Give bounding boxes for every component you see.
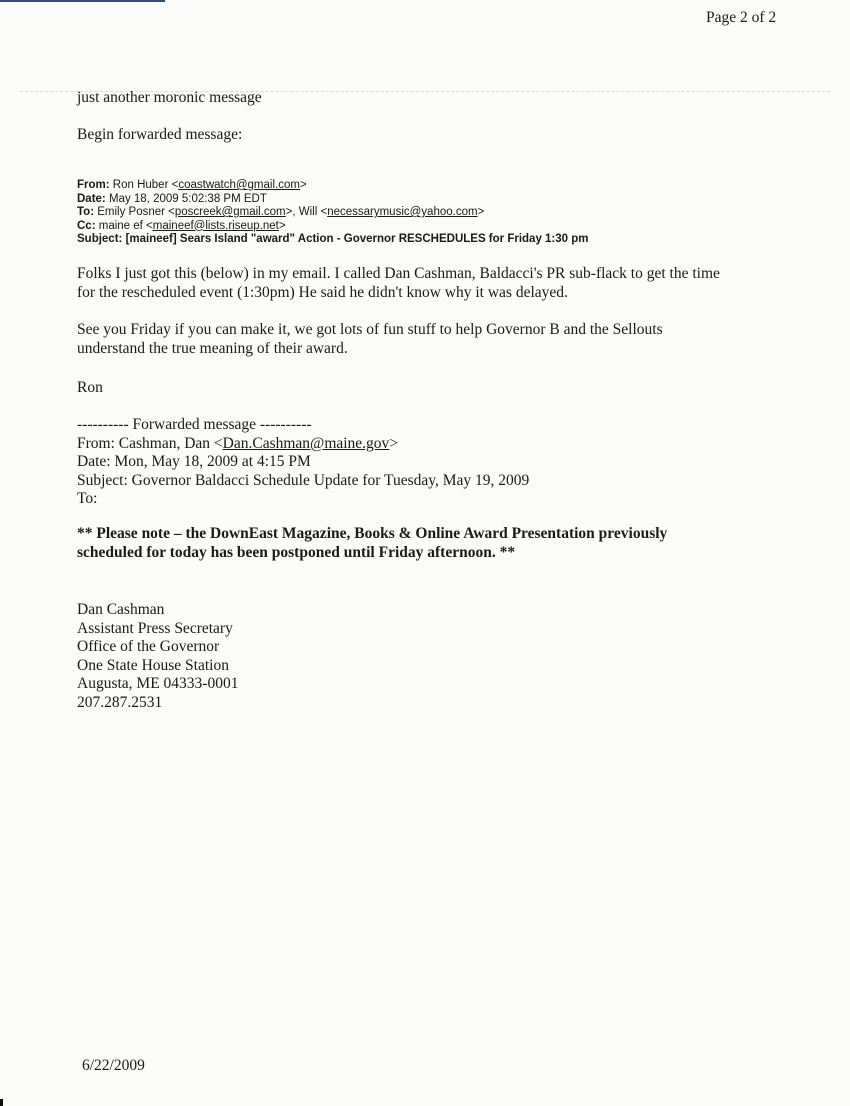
forward-to: To:: [77, 490, 98, 507]
forward-intro: Begin forwarded message:: [77, 126, 243, 143]
to-email-link-2[interactable]: necessarymusic@yahoo.com: [327, 206, 478, 218]
header-from: From: Ron Huber <coastwatch@gmail.com>: [77, 179, 307, 191]
forward-from-email-link[interactable]: Dan.Cashman@maine.gov: [222, 434, 390, 452]
signature-address: One State House Station: [77, 656, 229, 674]
signature-phone: 207.287.2531: [77, 693, 163, 711]
signature-office: Office of the Governor: [77, 638, 220, 655]
from-email-link[interactable]: coastwatch@gmail.com: [178, 179, 300, 191]
header-cc: Cc: maine ef <maineef@lists.riseup.net>: [77, 219, 286, 232]
body-paragraph-2: See you Friday if you can make it, we got lots of fun stuff to help Governor B and the Sellouts understand the true meaning of their award.: [77, 321, 663, 357]
page-number: Page 2 of 2: [706, 9, 777, 26]
footer-date: 6/22/2009: [82, 1057, 145, 1074]
forward-from: From: Cashman, Dan <Dan.Cashman@maine.gov>: [77, 434, 399, 452]
email-header: [77, 179, 589, 247]
scan-corner-mark: [0, 1099, 3, 1106]
signature-title: Assistant Press Secretary: [77, 619, 233, 637]
forward-subject: Subject: Governor Baldacci Schedule Update for Tuesday, May 19, 2009: [77, 471, 530, 489]
header-date: Date: May 18, 2009 5:02:38 PM EDT: [77, 192, 267, 205]
signature-name: Dan Cashman: [77, 601, 165, 618]
cc-email-link[interactable]: maineef@lists.riseup.net: [152, 219, 279, 232]
header-to: To: Emily Posner <poscreek@gmail.com>, Will <necessarymusic@yahoo.com>: [77, 206, 485, 218]
scan-edge-mark: [0, 0, 165, 2]
forward-separator: ---------- Forwarded message ----------: [77, 416, 312, 433]
forwarded-block: [77, 416, 529, 509]
notice: ** Please note – the DownEast Magazine, Books & Online Award Presentation previously scheduled for today has been postponed until Friday afternoon. **: [77, 525, 668, 561]
sender-sign: Ron: [77, 379, 103, 396]
to-email-link-1[interactable]: poscreek@gmail.com: [174, 206, 286, 218]
forward-date: Date: Mon, May 18, 2009 at 4:15 PM: [77, 453, 311, 470]
body-paragraph-1: Folks I just got this (below) in my email. I called Dan Cashman, Baldacci's PR sub-flack to get the time for the rescheduled event (1:30pm) He said he didn't know why it was delayed.: [77, 265, 720, 301]
intro-line: just another moronic message: [77, 89, 262, 106]
signature-city: Augusta, ME 04333-0001: [77, 675, 239, 692]
signature-block: [77, 601, 238, 712]
header-subject: Subject: [maineef] Sears Island "award" Action - Governor RESCHEDULES for Friday 1:30 pm: [77, 233, 589, 245]
